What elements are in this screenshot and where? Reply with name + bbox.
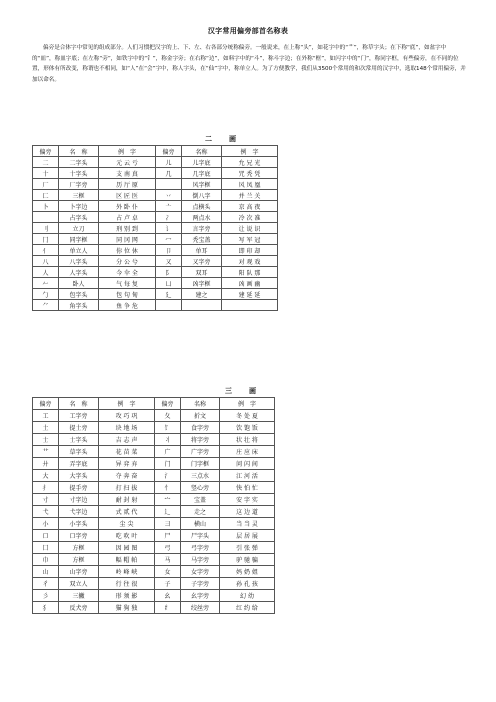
table-cell: 状 壮 将: [220, 434, 275, 446]
table-cell: 山: [33, 566, 59, 578]
table-cell: 丬: [155, 434, 181, 446]
table-cell: 幅 帽 帕: [99, 554, 155, 566]
table-row: [33, 422, 275, 434]
header-cell: 例 字: [220, 398, 275, 410]
table-cell: 气 每 复: [99, 278, 156, 289]
header-cell: 偏旁: [33, 398, 59, 410]
table-row: [33, 179, 278, 190]
table-cell: 花 苗 菜: [99, 446, 155, 458]
table-cell: 口: [33, 530, 59, 542]
table-cell: 勹: [33, 289, 59, 300]
table-cell: 工字旁: [59, 410, 99, 422]
table-cell: 支 南 真: [99, 168, 156, 179]
table-cell: 阳 队 那: [222, 267, 278, 278]
table-row: [33, 494, 275, 506]
table-cell: 人字头: [59, 267, 99, 278]
table-row: [33, 267, 278, 278]
table-cell: [182, 300, 222, 311]
table-cell: 形 须 影: [99, 590, 155, 602]
table-cell: 同 冈 网: [99, 234, 156, 245]
table-cell: 方框: [59, 554, 99, 566]
table-cell: 彳: [33, 578, 59, 590]
table-cell: 问 闪 间: [220, 458, 275, 470]
table-cell: 庄 应 床: [220, 446, 275, 458]
table-cell: 亠: [156, 201, 182, 212]
table-cell: 土: [33, 422, 59, 434]
table-cell: 式 贰 代: [99, 506, 155, 518]
radical-table-three-strokes: [32, 397, 275, 614]
table-cell: 十: [33, 168, 59, 179]
table-cell: 这 边 道: [220, 506, 275, 518]
table-cell: 今 伞 全: [99, 267, 156, 278]
table-cell: 言字旁: [182, 223, 222, 234]
table-cell: 𠂉: [33, 278, 59, 289]
table-cell: 儿: [156, 157, 182, 168]
table-cell: 三点水: [181, 470, 220, 482]
table-row: [33, 278, 278, 289]
table-cell: 纟: [155, 602, 181, 614]
table-row: [33, 530, 275, 542]
intro-paragraph: 偏旁是合体字中常见的组成部分。人们习惯把汉字的上、下、左、右各部分统称偏旁。一般说来，在上称“头”，如花字中的“艹”，称草字头；在下称“底”，如盆字中的“皿”，称皿字底；在左称“旁”，如铁字中的“钅”，称金字旁；在右称“边”，如料字中的“斗”，称斗字边；在外称“框”，如闪字中的“门”，称同字框，有些偏旁，在不同的位置，形体有所改变，称谓也不相同，如“人”在“会”字中，称人字头，在“仙”字中，称单立人。为了方便教学，我们从3500个常用的和次常用的汉字中，选取148个常用偏旁，并加以命名。: [32, 45, 466, 83]
header-cell: 名 称: [59, 398, 99, 410]
table-cell: 大: [33, 470, 59, 482]
table-cell: 弋字边: [59, 506, 99, 518]
table-cell: 子字旁: [181, 578, 220, 590]
table-cell: 小字头: [59, 518, 99, 530]
table-row: [33, 482, 275, 494]
header-cell: 例 字: [99, 398, 155, 410]
table-cell: 写 军 冠: [222, 234, 278, 245]
table-cell: 冂: [33, 234, 59, 245]
table-cell: 氵: [155, 470, 181, 482]
table-cell: 卩: [156, 245, 182, 256]
table-cell: 块 地 场: [99, 422, 155, 434]
table-cell: 刂: [33, 223, 59, 234]
table-cell: 区 匠 医: [99, 190, 156, 201]
table-cell: 尘 尖: [99, 518, 155, 530]
table-header-row: [33, 398, 275, 410]
table-cell: 快 怕 忙: [220, 482, 275, 494]
table-cell: 安 字 实: [220, 494, 275, 506]
table-cell: 十字头: [59, 168, 99, 179]
table-cell: 艹: [33, 446, 59, 458]
table-cell: 八字头: [59, 256, 99, 267]
table-cell: 工: [33, 410, 59, 422]
table-cell: [33, 212, 59, 223]
table-cell: 吉 志 声: [99, 434, 155, 446]
table-cell: 辶: [155, 506, 181, 518]
table-cell: 单立人: [59, 245, 99, 256]
table-cell: 方框: [59, 542, 99, 554]
table-cell: 引 张 弹: [220, 542, 275, 554]
table-row: [33, 190, 278, 201]
table-cell: 因 园 图: [99, 542, 155, 554]
table-cell: 亻: [33, 245, 59, 256]
header-cell: 名称: [182, 146, 222, 157]
table-cell: 折文: [181, 410, 220, 422]
table-row: [33, 201, 278, 212]
table-cell: 广字旁: [181, 446, 220, 458]
table-cell: 弓: [155, 542, 181, 554]
table-cell: 人: [33, 267, 59, 278]
table-row: [33, 168, 278, 179]
table-cell: 八: [33, 256, 59, 267]
table-cell: 建之: [182, 289, 222, 300]
table-cell: 元 云 亏: [99, 157, 156, 168]
table-cell: 冖: [156, 234, 182, 245]
table-cell: 巾: [33, 554, 59, 566]
table-cell: 又字旁: [182, 256, 222, 267]
table-cell: 宝盖: [181, 494, 220, 506]
table-cell: 幺: [155, 590, 181, 602]
table-cell: 匚: [33, 190, 59, 201]
table-cell: 阝: [156, 267, 182, 278]
table-cell: 讠: [156, 223, 182, 234]
table-cell: 打 扫 拔: [99, 482, 155, 494]
table-row: [33, 566, 275, 578]
table-cell: 彐: [155, 518, 181, 530]
table-cell: 儿字底: [182, 157, 222, 168]
table-cell: 食字旁: [181, 422, 220, 434]
table-cell: 女: [155, 566, 181, 578]
table-body: [33, 398, 275, 614]
table-cell: 广: [155, 446, 181, 458]
table-cell: 建 延 延: [222, 289, 278, 300]
table-cell: 三框: [59, 190, 99, 201]
table-cell: 两点水: [182, 212, 222, 223]
table-cell: 单耳: [182, 245, 222, 256]
table-cell: 立刀: [59, 223, 99, 234]
table-cell: 几字底: [182, 168, 222, 179]
table-cell: 行 往 很: [99, 578, 155, 590]
table-cell: 忄: [155, 482, 181, 494]
table-cell: 将字旁: [181, 434, 220, 446]
table-cell: 士: [33, 434, 59, 446]
table-cell: 刑 别 到: [99, 223, 156, 234]
table-cell: 包 句 甸: [99, 289, 156, 300]
table-cell: 夺 奔 奋: [99, 470, 155, 482]
table-cell: 二字头: [59, 157, 99, 168]
table-cell: 反犬旁: [59, 602, 99, 614]
table-cell: 猫 狗 独: [99, 602, 155, 614]
table-cell: 即 印 却: [222, 245, 278, 256]
table-cell: 寸: [33, 494, 59, 506]
table-cell: 丷: [156, 190, 182, 201]
table-cell: 攻 巧 巩: [99, 410, 155, 422]
table-cell: 草字头: [59, 446, 99, 458]
table-cell: 马字旁: [181, 554, 220, 566]
table-cell: 秃宝盖: [182, 234, 222, 245]
header-cell: 偏旁: [33, 146, 59, 157]
table-cell: 宀: [155, 494, 181, 506]
table-cell: 倒八字: [182, 190, 222, 201]
table-cell: 风 凤 凰: [222, 179, 278, 190]
table-cell: 小: [33, 518, 59, 530]
table-cell: 寸字边: [59, 494, 99, 506]
table-cell: 子: [155, 578, 181, 590]
table-cell: 你 位 休: [99, 245, 156, 256]
table-row: [33, 410, 275, 422]
table-cell: [156, 179, 182, 190]
table-cell: 孙 孔 孩: [220, 578, 275, 590]
table-header-row: [33, 146, 278, 157]
table-cell: 二: [33, 157, 59, 168]
table-row: [33, 212, 278, 223]
table-cell: 大字头: [59, 470, 99, 482]
table-cell: 冬 处 夏: [220, 410, 275, 422]
table-cell: 占 卢 卓: [99, 212, 156, 223]
table-cell: 咒 秃 凭: [222, 168, 278, 179]
header-cell: 例 字: [99, 146, 156, 157]
header-cell: 名 称: [59, 146, 99, 157]
table-cell: 弓字旁: [181, 542, 220, 554]
table-cell: 妈 奶 姐: [220, 566, 275, 578]
table-cell: 廴: [156, 289, 182, 300]
table-row: [33, 157, 278, 168]
table-row: [33, 256, 278, 267]
table-cell: 冫: [156, 212, 182, 223]
table-cell: 风字框: [182, 179, 222, 190]
table-cell: 角字头: [59, 300, 99, 311]
table-row: [33, 446, 275, 458]
table-cell: 凶字框: [182, 278, 222, 289]
table-row: [33, 289, 278, 300]
table-cell: 双耳: [182, 267, 222, 278]
table-cell: 卜: [33, 201, 59, 212]
table-cell: 点横头: [182, 201, 222, 212]
table-cell: 提手旁: [59, 482, 99, 494]
table-row: [33, 518, 275, 530]
table-cell: 绞丝旁: [181, 602, 220, 614]
table-cell: 饣: [155, 422, 181, 434]
table-cell: 历 厅 原: [99, 179, 156, 190]
table-cell: 允 兄 光: [222, 157, 278, 168]
table-row: [33, 542, 275, 554]
table-cell: 鱼 争 危: [99, 300, 156, 311]
table-row: [33, 602, 275, 614]
table-cell: 分 公 兮: [99, 256, 156, 267]
table-cell: 包字头: [59, 289, 99, 300]
table-row: [33, 554, 275, 566]
table-cell: 横山: [181, 518, 220, 530]
table-cell: 几: [156, 168, 182, 179]
table-cell: 凶 画 幽: [222, 278, 278, 289]
table-row: [33, 506, 275, 518]
table-cell: 竖心旁: [181, 482, 220, 494]
table-cell: 马: [155, 554, 181, 566]
table-row: [33, 470, 275, 482]
table-row: [33, 245, 278, 256]
table-cell: 彡: [33, 590, 59, 602]
table-body: [33, 146, 278, 311]
table-row: [33, 223, 278, 234]
document-title: 汉字常用偏旁部首名称表: [207, 27, 289, 35]
table-cell: 双立人: [59, 578, 99, 590]
header-cell: 偏旁: [155, 398, 181, 410]
table-cell: 凵: [156, 278, 182, 289]
table-cell: 当 当 灵: [220, 518, 275, 530]
table-cell: 厂字旁: [59, 179, 99, 190]
table-cell: 外 卧 仆: [99, 201, 156, 212]
table-cell: 走之: [181, 506, 220, 518]
table-cell: 驴 驰 骗: [220, 554, 275, 566]
table-cell: 厂: [33, 179, 59, 190]
table-cell: 卧人: [59, 278, 99, 289]
table-cell: 并 兰 关: [222, 190, 278, 201]
section-heading-three-strokes: 三 画: [225, 387, 257, 395]
table-cell: [156, 300, 182, 311]
header-cell: 例 字: [222, 146, 278, 157]
table-cell: 弋: [33, 506, 59, 518]
table-cell: 同字框: [59, 234, 99, 245]
table-cell: 对 观 戏: [222, 256, 278, 267]
table-cell: 红 约 给: [220, 602, 275, 614]
table-row: [33, 234, 278, 245]
table-cell: 口字旁: [59, 530, 99, 542]
header-cell: 名称: [181, 398, 220, 410]
table-cell: 囗: [33, 542, 59, 554]
table-row: [33, 434, 275, 446]
table-cell: 又: [156, 256, 182, 267]
table-cell: 弄字底: [59, 458, 99, 470]
table-cell: 幺字旁: [181, 590, 220, 602]
table-cell: 廾: [33, 458, 59, 470]
table-cell: 尸: [155, 530, 181, 542]
radical-table-two-strokes: [32, 145, 278, 311]
table-cell: 尸字头: [181, 530, 220, 542]
table-cell: 江 河 活: [220, 470, 275, 482]
table-cell: 三撇: [59, 590, 99, 602]
table-cell: ⺈: [33, 300, 59, 311]
table-row: [33, 578, 275, 590]
table-row: [33, 590, 275, 602]
table-cell: 提土旁: [59, 422, 99, 434]
table-cell: 吃 吹 叶: [99, 530, 155, 542]
table-cell: 异 弈 弃: [99, 458, 155, 470]
table-cell: 犭: [33, 602, 59, 614]
table-cell: 占字头: [59, 212, 99, 223]
table-cell: [222, 300, 278, 311]
table-cell: 女字旁: [181, 566, 220, 578]
table-cell: 扌: [33, 482, 59, 494]
table-cell: 卜字边: [59, 201, 99, 212]
table-cell: 门: [155, 458, 181, 470]
table-row: [33, 300, 278, 311]
table-cell: 京 高 夜: [222, 201, 278, 212]
table-cell: 士字头: [59, 434, 99, 446]
table-cell: 层 居 展: [220, 530, 275, 542]
table-cell: 夂: [155, 410, 181, 422]
header-cell: 偏旁: [156, 146, 182, 157]
table-cell: 幻 幼: [220, 590, 275, 602]
table-cell: 饮 饱 饭: [220, 422, 275, 434]
table-cell: 让 说 识: [222, 223, 278, 234]
table-cell: 岭 峰 峡: [99, 566, 155, 578]
table-cell: 冷 次 准: [222, 212, 278, 223]
table-cell: 门字框: [181, 458, 220, 470]
table-cell: 耐 封 射: [99, 494, 155, 506]
section-heading-two-strokes: 二 画: [205, 135, 237, 143]
table-cell: 山字旁: [59, 566, 99, 578]
table-row: [33, 458, 275, 470]
